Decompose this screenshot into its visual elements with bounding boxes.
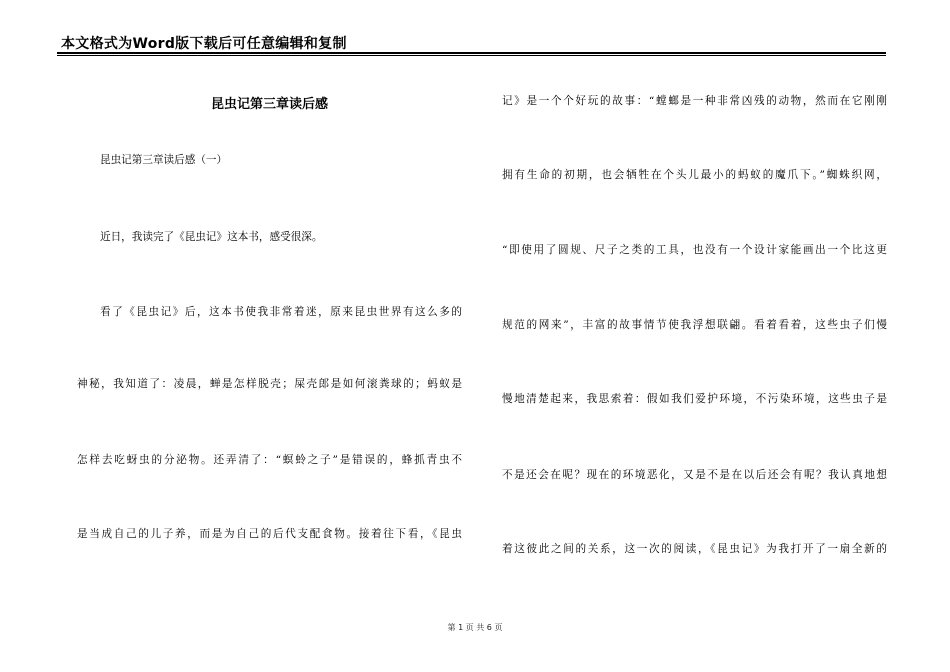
paragraph-line: 不是还会在呢？现在的环境恶化，又是不是在以后还会有呢？我认真地想 bbox=[502, 469, 887, 481]
paragraph-line: 记》是一个个好玩的故事：“螳螂是一种非常凶残的动物，然而在它刚刚 bbox=[502, 95, 887, 107]
paragraph-line: 近日，我读完了《昆虫记》这本书，感受很深。 bbox=[100, 231, 323, 243]
section-heading: 昆虫记第三章读后感（一） bbox=[100, 154, 228, 166]
paragraph-line: 着这彼此之间的关系，这一次的阅读，《昆虫记》为我打开了一扇全新的 bbox=[502, 543, 887, 555]
paragraph-line: 是当成自己的儿子养，而是为自己的后代支配食物。接着往下看，《昆虫 bbox=[77, 528, 462, 540]
document-title: 昆虫记第三章读后感 bbox=[210, 97, 328, 112]
paragraph-line: 拥有生命的初期，也会牺牲在个头儿最小的蚂蚁的魔爪下。”蜘蛛织网， bbox=[502, 169, 887, 181]
paragraph-line: 怎样去吃蚜虫的分泌物。还弄清了：“螟蛉之子”是错误的，蜂抓青虫不 bbox=[77, 454, 462, 466]
paragraph-line: 慢地清楚起来，我思索着：假如我们爱护环境，不污染环境，这些虫子是 bbox=[502, 393, 887, 405]
page-number-footer: 第 1 页 共 6 页 bbox=[447, 623, 503, 632]
left-column bbox=[77, 0, 462, 620]
document-header-banner: 本文格式为Word版下载后可任意编辑和复制 bbox=[61, 36, 347, 52]
paragraph-line: “即使用了圆规、尺子之类的工具，也没有一个设计家能画出一个比这更 bbox=[502, 244, 887, 256]
paragraph-line: 神秘，我知道了：凌晨，蝉是怎样脱壳；屎壳郎是如何滚粪球的；蚂蚁是 bbox=[77, 378, 462, 390]
paragraph-line: 规范的网来”，丰富的故事情节使我浮想联翩。看着看着，这些虫子们慢 bbox=[502, 319, 887, 331]
right-column bbox=[502, 0, 887, 620]
paragraph-line: 看了《昆虫记》后，这本书使我非常着迷，原来昆虫世界有这么多的 bbox=[100, 306, 462, 318]
